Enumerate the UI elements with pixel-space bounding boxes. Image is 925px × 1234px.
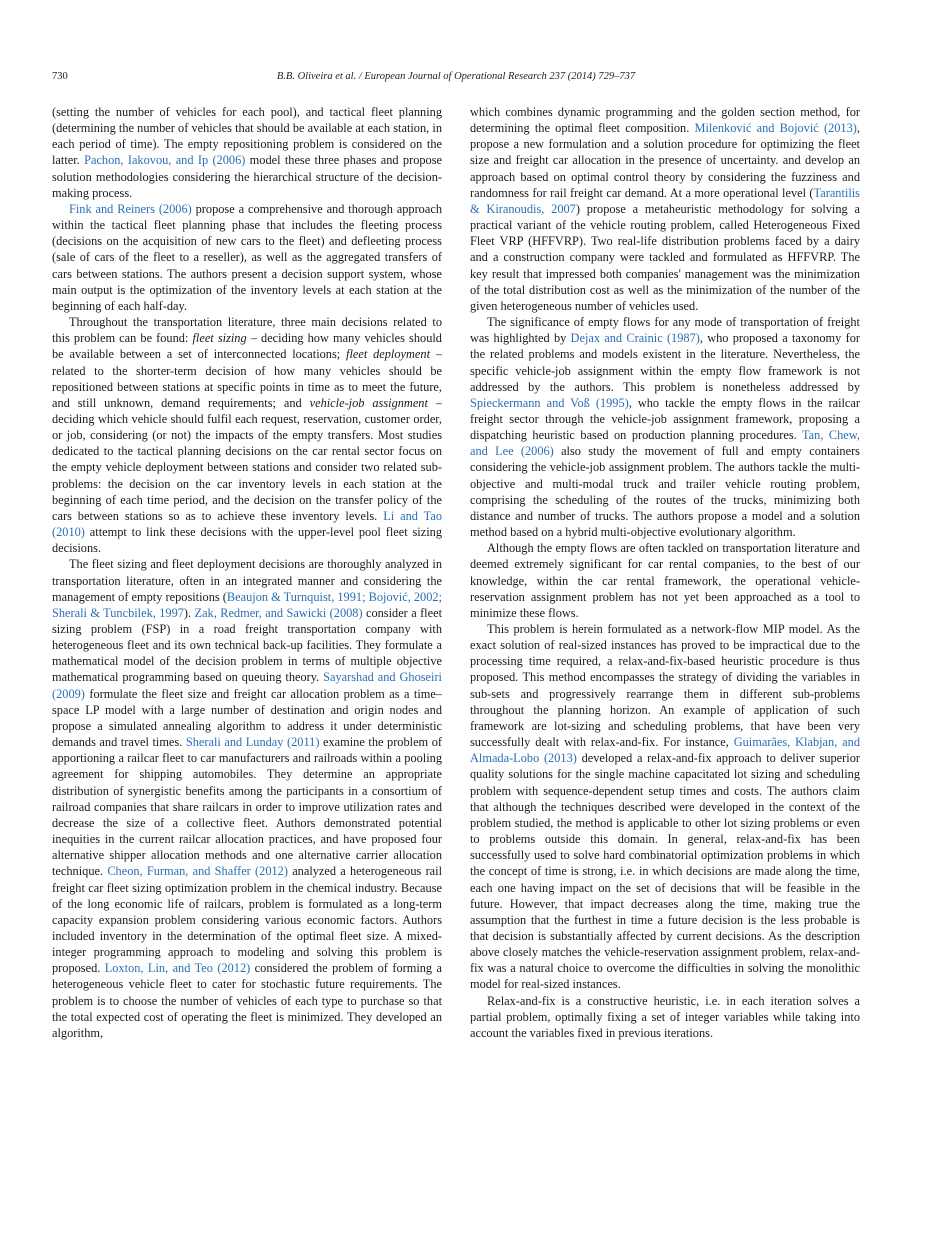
citation-link[interactable]: Tarantilis & Kiranoudis, 2007 [470,185,860,216]
citation-link[interactable]: Dejax and Crainic (1987) [570,331,700,346]
text-run: Throughout the transportation literature, three main decisions related to this problem can be found: [52,315,442,346]
citation-link[interactable]: Spieckermann and Voß (1995) [470,395,629,410]
citation-link[interactable]: Sayarshad and Ghoseiri (2009) [52,670,442,701]
paragraph [470,104,860,314]
citation-link[interactable]: Milenković and Bojović (2013) [694,121,857,136]
text-run: also study the movement of full and empty containers considering the vehicle-job assignment problem. The authors tackle the multi-objective and multi-modal truck and trailer vehicle routing problem, comprising the scheduling of the routes of the trucks, minimizing both distance and number of trucks. The authors propose a model and a solution method based on a hybrid multi-objective evolutionary algorithm. [470,444,860,540]
text-run: – deciding how many vehicles should be available between a set of interconnected locations; [52,331,442,362]
citation-link[interactable]: Cheon, Furman, and Shaffer (2012) [107,864,288,879]
citation-link[interactable]: Tan, Chew, and Lee (2006) [470,428,860,459]
citation-link[interactable]: Guimarães, Klabjan, and Almada-Lobo (2013) [470,735,860,766]
text-run: The significance of empty flows for any mode of transportation of freight was highlighted by [470,315,860,346]
text-run: developed a relax-and-fix approach to deliver superior quality solutions for the single machine capacitated lot sizing and scheduling problem with sequence-dependent setup times and costs. The authors claim that although the techniques described were developed in the context of the problem studied, the method is applicable to other lot sizing problems or even to problems outside this domain. In general, relax-and-fix has been successfully used to solve hard combinatorial optimization problems in which the concept of time is strong, i.e. in which decisions are made along the time, each one having impact on the set of decisions that will be feasible in the future. However, that impact decreases along the time, making true the assumption that the furthest in time a future decision is the less probable is that decision is substantially affected by current decisions. As the description above closely matches the vehicle-reservation assignment problem, relax-and-fix was a natural choice to overcome the difficulties in solving the monolithic model for real-sized instances. [470,751,860,992]
text-run: , propose a new formulation and a solution procedure for optimizing the fleet size and freight car allocation in the presence of uncertainty. and develop an approach based on optimal control theory by considering the fuzziness and randomness for rail freight car demand. At a more operational level ( [470,121,860,200]
paragraph [52,314,442,556]
citation-link[interactable]: Li and Tao (2010) [52,508,442,540]
text-run: consider a fleet sizing problem (FSP) in a road freight transportation company with heterogeneous fleet and its own technical back-up facilities. They formulate a mathematical model of the decision problem in terms of multiple objective mathematical programming based on queuing theory. [52,605,442,685]
paragraph [470,621,860,993]
right-column [470,104,860,1041]
text-run: analyzed a heterogeneous rail freight car fleet sizing optimization problem in the chemical industry. Because of the long economic life of railcars, problem is formulated as a long-term capacity expansion problem considering various economic factors. Authors included inventory in the determination of the optimal fleet size. A mixed-integer programming approach to modeling and solving this problem is proposed. [52,864,443,976]
text-run: examine the problem of apportioning a railcar fleet to car manufacturers and railroads within a pooling agreement for shipping automobiles. They determine an appropriate distribution of synergistic benefits among the participants in a consortium of railroad companies that share railcars in order to improve utilization rates and decrease the size of a collective fleet. Authors demonstrated potential inequities in the current railcar allocation practices, and have proposed four alternative shipper allocation methods and one alternative carrier allocation technique. [52,735,442,879]
text-run: ). [183,605,195,620]
text-run: – related to the shorter-term decision of how many vehicles should be repositioned between stations at specific points in time as to meet the future, and still unknown, demand requirements; and [52,347,442,410]
text-run: Relax-and-fix is a constructive heuristic, i.e. in each iteration solves a partial problem, optimally fixing a set of integer variables while taking into account the variables fixed in previous iterations. [470,993,860,1040]
text-run: attempt to link these decisions with the upper-level pool fleet sizing decisions. [52,525,442,556]
text-run: Although the empty flows are often tackled on transportation literature and deemed extremely significant for car rental companies, to the best of our knowledge, within the car rental framework, the operational vehicle-reservation assignment problem has not yet been approached as a tool to minimize these flows. [470,541,860,620]
text-run: , who proposed a taxonomy for the related problems and models existent in the literature. Nevertheless, the specific vehicle-job assignment within the empty flow framework is not addressed by the authors. This problem is nonetheless addressed by [470,331,860,394]
emphasized-term: fleet deployment [346,347,430,362]
paragraph [52,201,442,314]
citation-link[interactable]: Beaujon & Turnquist, 1991; Bojović, 2002; Sherali & Tuncbilek, 1997 [52,589,442,620]
text-run: This problem is herein formulated as a network-flow MIP model. As the exact solution of real-sized instances has proved to be impractical due to the processing time required, a relax-and-fix-based heuristic procedure is thus proposed. This method encompasses the strategy of dividing the variables in sub-sets and progressively rearrange them in different sub-problems throughout the planning horizon. An example of application of such framework are lot-sizing and scheduling problems, that have been very successfully dealt with relax-and-fix. For instance, [470,622,860,750]
citation-link[interactable]: Fink and Reiners (2006) [69,201,192,216]
citation-link[interactable]: Pachon, Iakovou, and Ip (2006) [84,153,246,168]
text-run: , who tackle the empty flows in the railcar freight sector through the vehicle-job assignment framework, proposing a dispatching heuristic based on production planning procedures. [470,395,861,443]
page-number: 730 [52,71,68,82]
citation-link[interactable]: Zak, Redmer, and Sawicki (2008) [194,605,363,620]
running-header [52,71,860,87]
left-column [52,104,442,1041]
paragraph [470,993,860,1041]
paragraph [52,104,442,201]
text-run: model these three phases and propose solution methodologies considering the hierarchical structure of the decision-making process. [52,153,442,200]
emphasized-term: fleet sizing [192,331,247,346]
text-run: (setting the number of vehicles for each pool), and tactical fleet planning (determining the number of vehicles that should be available at each station, in each period of time). The empty repositioning problem is considered on the latter. [52,105,442,168]
paragraph [470,540,860,621]
text-run: – deciding which vehicle should fulfil each request, reservation, customer order, or job, considering (or not) the impacts of the empty transfers. Most studies dedicated to the tactical planning decisions on the car rental sector focus on the empty vehicle deployment between stations and consider two related sub-problems: the decision on the car inventory levels in each station at the beginning of each time period, and the decision on the transfer policy of the cars between stations so as to achieve these inventory levels. [52,395,443,523]
text-run: which combines dynamic programming and the golden section method, for determining the optimal fleet composition. [470,105,860,136]
emphasized-term: vehicle-job assignment [309,395,428,410]
text-run: ) propose a metaheuristic methodology for solving a practical variant of the vehicle routing problem, called Heterogeneous Fixed Fleet VRP (HFFVRP). Two real-life distribution problems faced by a dairy and a construction company were tackled and formulated as HFFVRP. The key result that impressed both companies' management was the minimization of the total distribution cost as well as the minimization of the number of the given heterogeneous number of vehicles used. [470,201,860,313]
text-run: propose a comprehensive and thorough approach within the tactical fleet planning phase that includes the fleeting process (decisions on the acquisition of new cars to the fleet) and defleeting process (sale of cars of the fleet to a reseller), as well as the aggregated transfers of cars between stations. The authors present a decision support system, whose main output is the optimization of the inventory levels at each station at the beginning of each half-day. [52,201,442,313]
paragraph [470,314,860,540]
text-run: considered the problem of forming a heterogeneous vehicle fleet to cater for stochastic future requirements. The problem is to choose the number of vehicles of each type to purchase so that the total expected cost of operating the fleet is minimized. They developed an algorithm, [52,961,442,1040]
paragraph [52,556,442,1041]
citation-link[interactable]: Loxton, Lin, and Teo (2012) [104,961,251,976]
citation-link[interactable]: Sherali and Lunday (2011) [185,735,320,750]
text-run: The fleet sizing and fleet deployment decisions are thoroughly analyzed in transportation literature, often in an integrated manner and considering the management of empty repositions ( [52,557,442,604]
journal-citation: B.B. Oliveira et al. / European Journal of Operational Research 237 (2014) 729–737 [276,71,636,82]
text-run: formulate the fleet size and freight car allocation problem as a time–space LP model with a large number of destination and origin nodes and propose a simulated annealing algorithm to address it under deterministic demands and travel times. [52,686,442,750]
